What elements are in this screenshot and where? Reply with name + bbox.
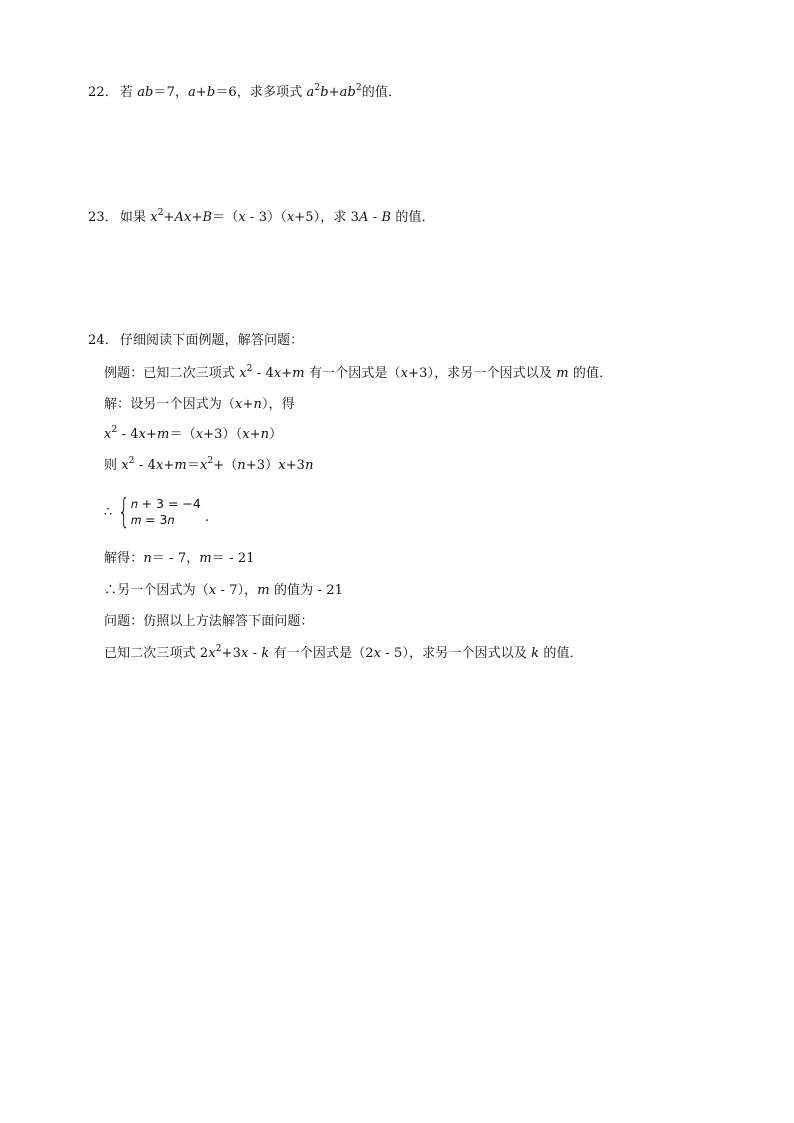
system-equation-2: 𝑚 = 3𝑛 xyxy=(130,512,175,527)
equation-system xyxy=(104,494,209,530)
example-statement: 例题：已知二次三项式 $x^2 - 4x+m$ 有一个因式是（x+3），求另一个因式以及 m 的值． xyxy=(104,364,613,381)
therefore-symbol: ∴ xyxy=(104,504,113,520)
question-23: 23． 如果 $x^2+Ax+B=(x - 3)(x+5)$，求 3A - B 的值． xyxy=(88,208,435,225)
question-22: 22． 若 ab＝7，a+b＝6，求多项式 $a^2b+ab^2$的值． xyxy=(88,83,402,100)
solution-conclusion: ∴另一个因式为（x - 7），m 的值为 - 21 xyxy=(104,583,343,598)
question-number: 22． xyxy=(88,85,118,100)
system-period: . xyxy=(204,509,209,525)
question-24-title: 24． 仔细阅读下面例题，解答问题： xyxy=(88,333,304,348)
question-intro: 问题：仿照以上方法解答下面问题： xyxy=(104,614,314,629)
equation-2: 则 $x^2 - 4x+m=x^2+(n+3)x+3n$ xyxy=(104,456,314,473)
question-number: 24． xyxy=(88,333,118,348)
question-number: 23． xyxy=(88,210,118,225)
equation-1: $x^2 - 4x+m=(x+3)(x+n)$ xyxy=(104,425,283,442)
system-equation-1: 𝑛 + 3 = −4 xyxy=(130,496,201,511)
solution-result: 解得：n＝ - 7，m＝ - 21 xyxy=(104,551,255,566)
system-equations xyxy=(131,496,201,528)
solution-setup: 解：设另一个因式为（x+n），得 xyxy=(104,397,295,412)
final-question: 已知二次三项式 $2x^2+3x - k$ 有一个因式是（2x - 5），求另一个因式以及 k 的值． xyxy=(104,644,583,661)
left-brace: { xyxy=(118,492,131,532)
